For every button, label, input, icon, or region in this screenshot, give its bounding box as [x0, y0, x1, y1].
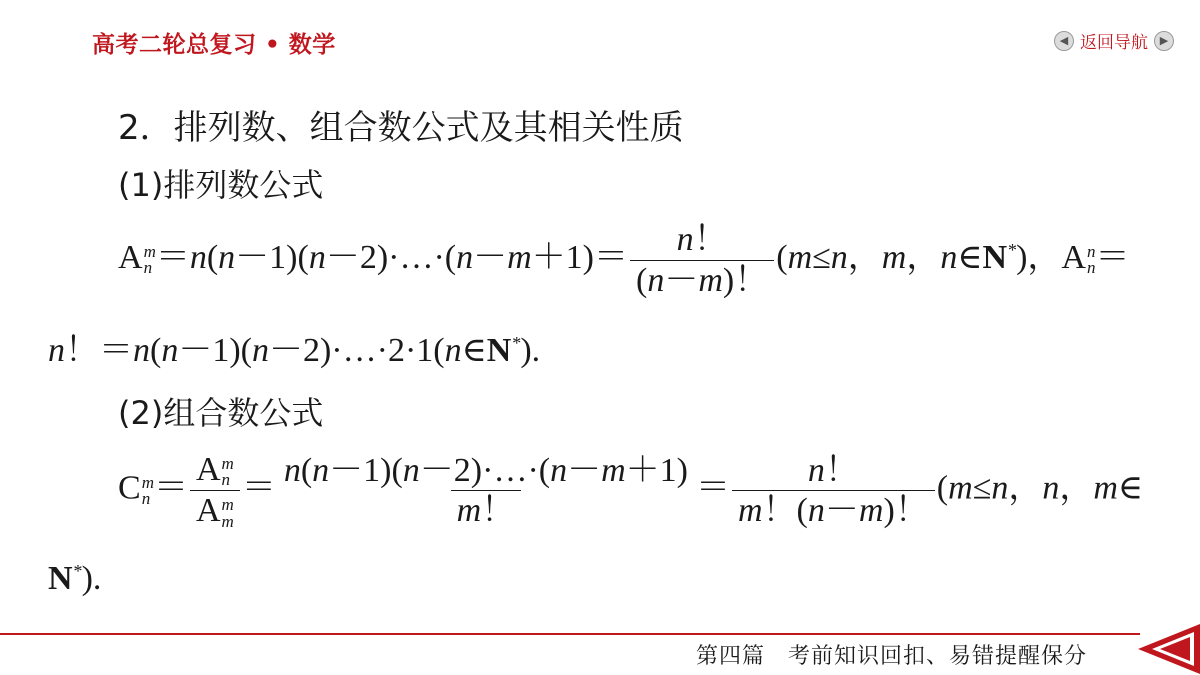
combination-subheading: (2)组合数公式 [118, 394, 324, 432]
back-chevron-icon[interactable] [1138, 624, 1200, 674]
return-nav-label[interactable]: 返回导航 [1080, 33, 1148, 53]
combination-condition: N*). [48, 560, 102, 597]
permutation-formula: A m n ＝n(n－1)(n－2)·…·(n－m＋1)＝ $\frac{n!}{(n-m)!}$ (m≤n，m，n∈N*)，A n n ＝ [118, 221, 1130, 299]
footer-text: 第四篇 考前知识回扣、易错提醒保分 [696, 644, 1088, 669]
footer-divider [0, 633, 1140, 635]
return-nav [1054, 28, 1174, 53]
right-arrow-icon[interactable]: ▶ [1154, 31, 1174, 51]
factorial-formula: n！＝n(n－1)(n－2)·…·2·1(n∈N*). [48, 332, 541, 369]
permutation-subheading: (1)排列数公式 [118, 166, 324, 204]
section-heading: 2．排列数、组合数公式及其相关性质 [118, 108, 684, 148]
left-arrow-icon[interactable]: ◀ [1054, 31, 1074, 51]
header-title: 高考二轮总复习 • 数学 [92, 32, 336, 58]
combination-formula: C m n ＝ A m n A m m ＝ $\frac{n(n-1)(n-2)\cdot\dots\cdot(n-m+1)}{m!}$ ＝ $\frac{n!}{m!(n-m)!}$ (m≤n，n，m∈ [118, 451, 1144, 531]
